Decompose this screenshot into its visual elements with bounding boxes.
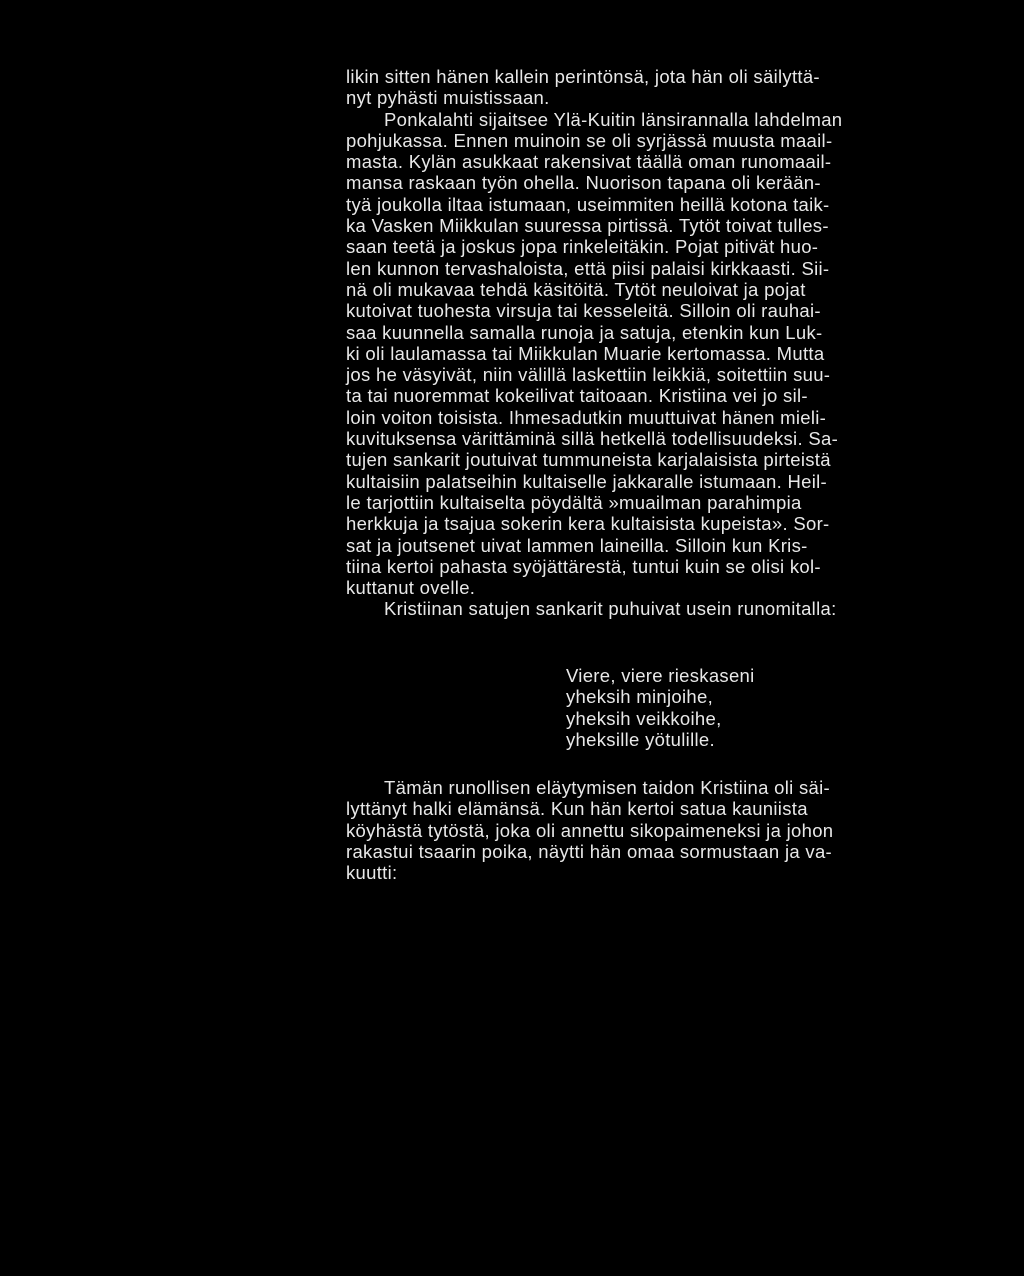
poem-line: yheksih veikkoihe,: [566, 707, 722, 729]
text-line: Tämän runollisen eläytymisen taidon Kristiina oli säi-: [384, 777, 830, 798]
text-line: le tarjottiin kultaiselta pöydältä »muailman parahimpia: [346, 491, 802, 513]
poem-line: Viere, viere rieskaseni: [566, 665, 755, 686]
text-line: ka Vasken Miikkulan suuressa pirtissä. Tytöt toivat tulles-: [346, 215, 829, 237]
text-line: jos he väsyivät, niin välillä laskettiin leikkiä, soitettiin suu-: [346, 364, 831, 386]
text-line: tujen sankarit joutuivat tummuneista karjalaisista pirteistä: [346, 449, 831, 471]
text-line: Kristiinan satujen sankarit puhuivat usein runomitalla:: [384, 598, 837, 620]
text-line: köyhästä tytöstä, joka oli annettu sikopaimeneksi ja johon: [346, 819, 834, 841]
text-line: kuttanut ovelle.: [346, 577, 476, 599]
text-line: saan teetä ja joskus jopa rinkeleitäkin. Pojat pitivät huo-: [346, 236, 819, 258]
text-line: nä oli mukavaa tehdä käsitöitä. Tytöt neuloivat ja pojat: [346, 278, 806, 300]
text-line: saa kuunnella samalla runoja ja satuja, etenkin kun Luk-: [346, 321, 823, 343]
text-line: herkkuja ja tsajua sokerin kera kultaisista kupeista». Sor-: [346, 513, 830, 535]
text-line: lyttänyt halki elämänsä. Kun hän kertoi satua kauniista: [346, 798, 808, 820]
text-line: kutoivat tuohesta virsuja tai kesseleitä. Silloin oli rauhai-: [346, 300, 821, 322]
text-line: likin sitten hänen kallein perintönsä, jota hän oli säilyttä-: [346, 66, 820, 87]
text-line: kultaisiin palatseihin kultaiselle jakkaralle istumaan. Heil-: [346, 470, 828, 492]
closing-paragraph: [346, 777, 986, 883]
text-line: masta. Kylän asukkaat rakensivat täällä oman runomaail-: [346, 151, 832, 173]
text-line: ki oli laulamassa tai Miikkulan Muarie kertomassa. Mutta: [346, 342, 825, 364]
poem-verse: [566, 665, 986, 750]
text-line: kuutti:: [346, 862, 398, 884]
text-line: len kunnon tervashaloista, että piisi palaisi kirkkaasti. Sii-: [346, 257, 830, 279]
body-text: [346, 66, 986, 620]
text-line: tyä joukolla iltaa istumaan, useimmiten heillä kotona taik-: [346, 193, 830, 215]
text-line: mansa raskaan työn ohella. Nuorison tapana oli kerään-: [346, 172, 821, 194]
text-line: rakastui tsaarin poika, näytti hän omaa sormustaan ja va-: [346, 840, 833, 862]
text-line: tiina kertoi pahasta syöjättärestä, tuntui kuin se olisi kol-: [346, 555, 821, 577]
poem-line: yheksih minjoihe,: [566, 686, 714, 708]
text-line: loin voiton toisista. Ihmesadutkin muuttuivat hänen mieli-: [346, 406, 827, 428]
text-line: Ponkalahti sijaitsee Ylä-Kuitin länsirannalla lahdelman: [384, 108, 843, 130]
text-line: pohjukassa. Ennen muinoin se oli syrjässä muusta maail-: [346, 129, 833, 151]
text-line: sat ja joutsenet uivat lammen laineilla. Silloin kun Kris-: [346, 534, 808, 556]
text-line: nyt pyhästi muistissaan.: [346, 87, 550, 109]
poem-line: yheksille yötulille.: [566, 728, 715, 750]
text-line: ta tai nuoremmat kokeilivat taitoaan. Kristiina vei jo sil-: [346, 385, 808, 407]
text-line: kuvituksensa värittäminä sillä hetkellä todellisuudeksi. Sa-: [346, 428, 839, 450]
